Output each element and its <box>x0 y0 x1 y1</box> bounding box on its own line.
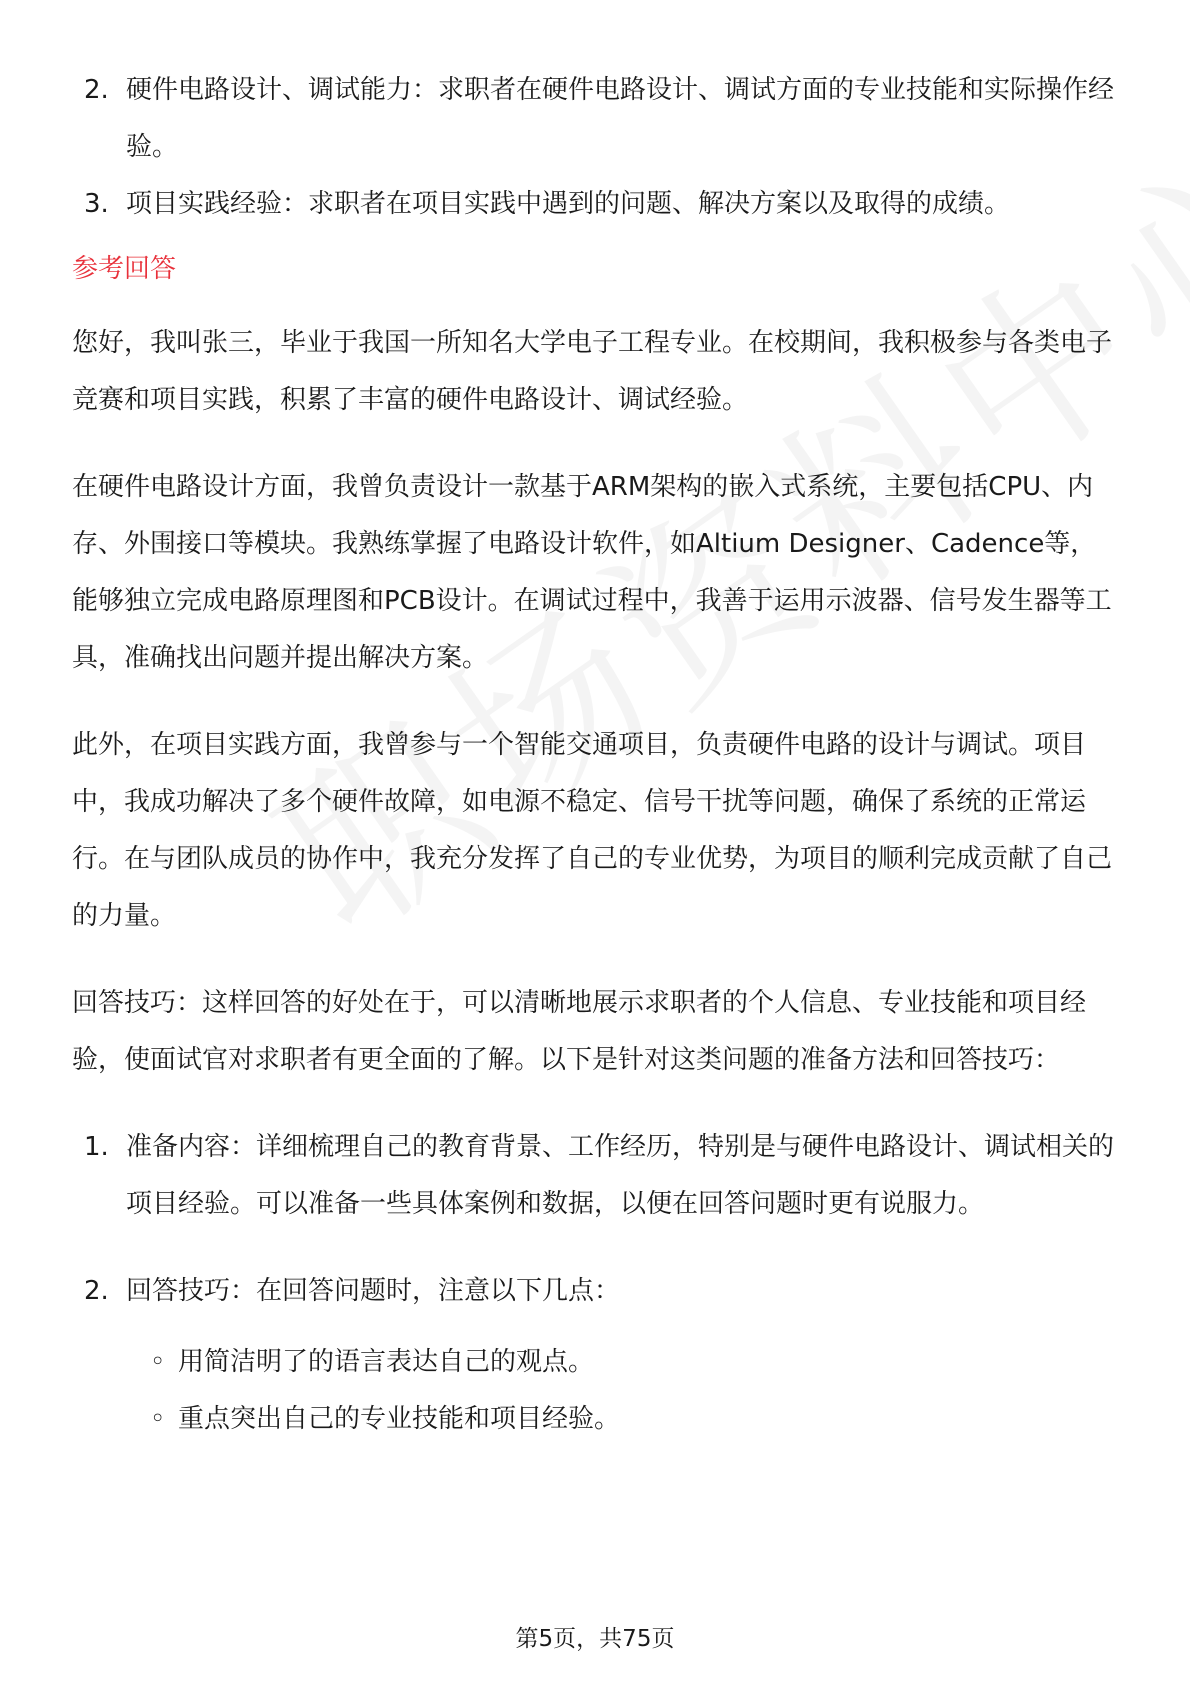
paragraph-tips: 回答技巧：这样回答的好处在于，可以清晰地展示求职者的个人信息、专业技能和项目经验，使面试官对求职者有更全面的了解。以下是针对这类问题的准备方法和回答技巧： <box>72 988 1087 1075</box>
bullet-icon: ◦ <box>150 1404 166 1434</box>
list-number: 3. <box>84 189 109 219</box>
list-number: 2. <box>84 1276 109 1306</box>
list-item <box>72 62 1118 176</box>
sub-list-text: 用简洁明了的语言表达自己的观点。 <box>178 1347 595 1377</box>
criteria-list <box>72 62 1118 233</box>
page-content <box>72 62 1118 1448</box>
list-item <box>72 1263 1118 1320</box>
sub-list-text: 重点突出自己的专业技能和项目经验。 <box>178 1404 621 1434</box>
section-heading: 参考回答 <box>72 254 177 284</box>
sub-list-item <box>72 1391 1118 1448</box>
list-number: 1. <box>84 1132 109 1162</box>
sub-list-item <box>72 1334 1118 1391</box>
bullet-icon: ◦ <box>150 1347 166 1377</box>
list-text: 回答技巧：在回答问题时，注意以下几点： <box>126 1276 621 1306</box>
list-item <box>72 176 1118 233</box>
paragraph-project: 此外，在项目实践方面，我曾参与一个智能交通项目，负责硬件电路的设计与调试。项目中，我成功解决了多个硬件故障，如电源不稳定、信号干扰等问题，确保了系统的正常运行。在与团队成员的协作中，我充分发挥了自己的专业优势，为项目的顺利完成贡献了自己的力量。 <box>72 730 1113 931</box>
paragraph-intro: 您好，我叫张三，毕业于我国一所知名大学电子工程专业。在校期间，我积极参与各类电子竞赛和项目实践，积累了丰富的硬件电路设计、调试经验。 <box>72 328 1113 415</box>
list-text: 项目实践经验：求职者在项目实践中遇到的问题、解决方案以及取得的成绩。 <box>126 189 1011 219</box>
paragraph-design: 在硬件电路设计方面，我曾负责设计一款基于ARM架构的嵌入式系统，主要包括CPU、内存、外围接口等模块。我熟练掌握了电路设计软件，如Altium Designer、Cadence等，能够独立完成电路原理图和PCB设计。在调试过程中，我善于运用示波器、信号发生器等工具，准确找出问题并提出解决方案。 <box>72 472 1112 673</box>
page-footer: 第5页，共75页 <box>515 1626 675 1652</box>
list-text: 准备内容：详细梳理自己的教育背景、工作经历，特别是与硬件电路设计、调试相关的项目经验。可以准备一些具体案例和数据，以便在回答问题时更有说服力。 <box>126 1132 1115 1219</box>
list-number: 2. <box>84 75 109 105</box>
list-item <box>72 1119 1118 1233</box>
tips-list <box>72 1119 1118 1320</box>
sub-list <box>72 1334 1118 1448</box>
list-gap <box>72 1233 1118 1263</box>
list-text: 硬件电路设计、调试能力：求职者在硬件电路设计、调试方面的专业技能和实际操作经验。 <box>126 75 1115 162</box>
